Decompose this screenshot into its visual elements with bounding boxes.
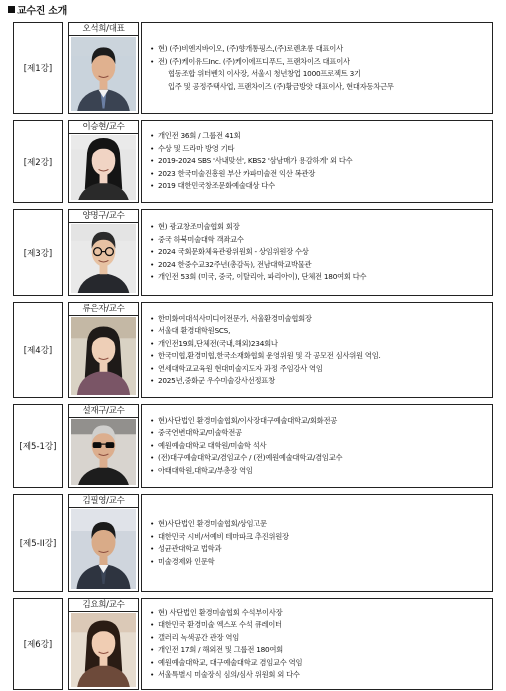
instructor-card bbox=[68, 120, 139, 203]
instructor-name: 김필영/교수 bbox=[69, 495, 138, 508]
bullet-icon: • bbox=[150, 440, 155, 450]
bio-line bbox=[150, 644, 486, 657]
bullet-icon: • bbox=[150, 607, 155, 617]
bullet-icon: • bbox=[150, 556, 155, 566]
instructor-name: 이승현/교수 bbox=[69, 121, 138, 134]
bio-line bbox=[150, 465, 486, 478]
session-label: [제4강] bbox=[13, 302, 63, 398]
bio-list bbox=[142, 43, 492, 93]
bio-list bbox=[142, 313, 492, 388]
bullet-icon: • bbox=[150, 313, 155, 323]
bullet-icon: • bbox=[150, 56, 155, 66]
bio-text: 협동조합 위터벤치 이사장, 서울시 청년창업 1000프로젝트 3기 bbox=[168, 69, 361, 78]
faculty-section bbox=[13, 404, 493, 488]
bio-list bbox=[142, 221, 492, 284]
faculty-section bbox=[13, 120, 493, 203]
bullet-icon: • bbox=[150, 156, 155, 166]
bio-text: 현) 사단법인 환경미술협회 수석부이사장 bbox=[158, 607, 283, 617]
instructor-card bbox=[68, 404, 139, 488]
bio-text: 대한민국 시비/서예비 테마파크 추진위원장 bbox=[158, 531, 289, 541]
bio-line bbox=[150, 143, 486, 156]
bio-text: 현) 광교창조미술협회 회장 bbox=[158, 222, 240, 232]
bullet-icon: • bbox=[150, 620, 155, 629]
bio-line bbox=[150, 168, 486, 181]
session-label: [제3강] bbox=[13, 209, 63, 296]
bullet-icon: • bbox=[150, 465, 155, 475]
session-label: [제6강] bbox=[13, 598, 63, 690]
instructor-card bbox=[68, 209, 139, 296]
portrait-man-sunglasses-icon bbox=[71, 419, 136, 485]
bio-text: 전) (주)케이유드Inc. (주)케이에프디푸드, 프랜차이즈 대표이사 bbox=[158, 56, 350, 66]
bio-line bbox=[150, 271, 486, 284]
bio-list bbox=[142, 415, 492, 478]
bullet-icon: • bbox=[150, 415, 155, 425]
bio-text: 예원예술대학교 대학원/미술학 석사 bbox=[158, 440, 267, 450]
bio-text: 2019-2024 SBS '사내맞선', KBS2 '삼남매가 용감하게' 외 다수 bbox=[158, 156, 353, 166]
bio-text: 한국미협,환경미협,한국소재화협회 운영위원 및 각 공모전 심사위원 역임. bbox=[158, 351, 381, 360]
bullet-icon: • bbox=[150, 181, 155, 191]
bio-text: 대한민국 환경미술 엑스포 수석 큐레이터 bbox=[158, 620, 282, 629]
instructor-name: 오석희/대표 bbox=[69, 23, 138, 36]
bullet-icon: • bbox=[150, 44, 155, 53]
bio-text: 서울특별시 미술장식 심의/심사 위원회 외 다수 bbox=[158, 670, 300, 679]
bio-list bbox=[142, 607, 492, 682]
session-label: [제1강] bbox=[13, 22, 63, 114]
instructor-bio bbox=[141, 494, 493, 592]
faculty-section bbox=[13, 22, 493, 114]
bio-line bbox=[150, 43, 486, 56]
bio-text: 예원예술대학교, 대구예술대학교 겸임교수 역임 bbox=[158, 657, 303, 667]
instructor-name: 김요희/교수 bbox=[69, 599, 138, 612]
bio-line bbox=[150, 130, 486, 143]
bio-line bbox=[150, 543, 486, 556]
bio-text: 아태대학원,대학교/부총장 역임 bbox=[158, 465, 253, 475]
session-label: [제5-1강] bbox=[13, 404, 63, 488]
bio-text: 미술경제와 인문학 bbox=[158, 556, 215, 566]
session-label: [제5-II강] bbox=[13, 494, 63, 592]
portrait-man-suit-icon bbox=[71, 37, 136, 111]
bullet-icon: • bbox=[150, 326, 155, 335]
bio-line bbox=[150, 556, 486, 569]
bio-text: 중국연변대학교/미술학전공 bbox=[158, 428, 242, 438]
portrait-woman-dark-hair-icon bbox=[71, 135, 136, 200]
bio-line bbox=[150, 221, 486, 234]
portrait-man-tie-icon bbox=[71, 509, 136, 589]
bio-text: 개인전19회,단체전(국내,해외)234회나 bbox=[158, 338, 278, 348]
faculty-section bbox=[13, 598, 493, 690]
instructor-bio bbox=[141, 598, 493, 690]
bio-line bbox=[150, 246, 486, 259]
bullet-icon: • bbox=[150, 131, 155, 141]
bio-text: 현) (주)비엔지바이오, (주)향개통핑스,(주)로렌초롱 대표이사 bbox=[158, 44, 343, 53]
bullet-icon: • bbox=[150, 453, 155, 463]
faculty-section bbox=[13, 209, 493, 296]
bullet-icon: • bbox=[150, 222, 155, 232]
bullet-icon: • bbox=[150, 338, 155, 348]
bullet-icon: • bbox=[150, 531, 155, 541]
bio-text: 2019 대한민국창조문화예술대상 다수 bbox=[158, 181, 275, 191]
bio-line bbox=[150, 619, 486, 632]
bullet-icon: • bbox=[150, 544, 155, 553]
bio-text: (전)대구예술대학교/겸임교수 / (전)예원예술대학교/겸임교수 bbox=[158, 453, 343, 463]
instructor-name: 설재구/교수 bbox=[69, 405, 138, 418]
bio-line bbox=[150, 338, 486, 351]
bio-text: 현)사단법인 환경미술협회/상임고문 bbox=[158, 519, 267, 528]
bullet-icon: • bbox=[150, 247, 155, 257]
bio-text: 서울대 환경대학원SCS, bbox=[158, 326, 231, 335]
bio-line bbox=[150, 155, 486, 168]
bio-text: 현)사단법인 환경미술협회/이사장대구예술대학교/회화전공 bbox=[158, 415, 338, 425]
bullet-icon: • bbox=[150, 670, 155, 679]
bio-line bbox=[150, 632, 486, 645]
bio-text: 개인전 53회 (미국, 중국, 이탈리아, 파리아이), 단체전 180여회 다수 bbox=[158, 272, 367, 282]
faculty-section bbox=[13, 494, 493, 592]
bio-line bbox=[150, 81, 486, 94]
bio-text: 2025년,중화군 우수미술강사선정표창 bbox=[158, 376, 275, 385]
bio-text: 2023 한국미술진흥원 부산 카파미술전 익산 복관장 bbox=[158, 168, 316, 178]
instructor-bio bbox=[141, 22, 493, 114]
bio-line bbox=[150, 531, 486, 544]
portrait-man-glasses-icon bbox=[71, 224, 136, 293]
bio-text: 수상 및 드라마 방영 기타 bbox=[158, 143, 235, 153]
portrait-woman-smiling-icon bbox=[71, 613, 136, 687]
session-label: [제2강] bbox=[13, 120, 63, 203]
bullet-icon: • bbox=[150, 234, 155, 244]
bio-line bbox=[150, 56, 486, 69]
bio-line bbox=[150, 325, 486, 338]
bio-line bbox=[150, 657, 486, 670]
portrait-woman-painting-icon bbox=[71, 317, 136, 395]
bullet-icon: • bbox=[150, 376, 155, 385]
bullet-icon: • bbox=[150, 168, 155, 178]
bio-text: 성균관대학교 법학과 bbox=[158, 544, 222, 553]
bio-text: 개인전 36회 / 그룹전 41회 bbox=[158, 131, 241, 141]
bio-list bbox=[142, 518, 492, 568]
bio-text: 2024 국회문화체육관광위원회 - 상임위원장 수상 bbox=[158, 247, 309, 257]
bullet-icon: • bbox=[150, 259, 155, 269]
bio-text: 중국 하북미술대학 객좌교수 bbox=[158, 234, 244, 244]
bio-text: 갤러리 녹색공간 관장 역임 bbox=[158, 632, 239, 642]
bio-text: 입주 및 공정주택사업, 프랜차이즈 (주)황금방앗 대표이사, 현대자동차근무 bbox=[168, 81, 394, 91]
bio-line bbox=[150, 669, 486, 682]
instructor-bio bbox=[141, 302, 493, 398]
bio-line bbox=[150, 234, 486, 247]
instructor-bio bbox=[141, 120, 493, 203]
bullet-icon: • bbox=[150, 351, 155, 360]
bullet-icon: • bbox=[150, 428, 155, 438]
page-title-text: 교수진 소개 bbox=[17, 5, 67, 17]
instructor-name: 류은자/교수 bbox=[69, 303, 138, 316]
bullet-icon: • bbox=[150, 657, 155, 667]
bio-line bbox=[150, 375, 486, 388]
instructor-bio bbox=[141, 209, 493, 296]
instructor-name: 양명구/교수 bbox=[69, 210, 138, 223]
bio-line bbox=[150, 180, 486, 193]
bullet-icon: • bbox=[150, 519, 155, 528]
bullet-icon: • bbox=[150, 143, 155, 153]
instructor-card bbox=[68, 494, 139, 592]
bio-line bbox=[150, 452, 486, 465]
bio-text: 연세대학교교육원 현대미술지도자 과정 주임강사 역임 bbox=[158, 363, 323, 373]
page-title bbox=[8, 2, 67, 16]
bio-text: 2024 한중수교32주년(총감독), 전남대학교박물관 bbox=[158, 259, 312, 269]
instructor-card bbox=[68, 22, 139, 114]
bio-line bbox=[150, 68, 486, 81]
bio-line bbox=[150, 427, 486, 440]
bio-text: 한미화여대석사미디어전문가, 서울환경미술협회장 bbox=[158, 313, 312, 323]
faculty-section bbox=[13, 302, 493, 398]
bullet-icon: • bbox=[150, 645, 155, 654]
bio-line bbox=[150, 440, 486, 453]
bullet-icon: • bbox=[150, 632, 155, 642]
bio-line bbox=[150, 518, 486, 531]
bio-list bbox=[142, 130, 492, 193]
bio-text: 개인전 17회 / 해외전 및 그룹전 180여회 bbox=[158, 645, 283, 654]
square-bullet-icon bbox=[8, 6, 15, 13]
bullet-icon: • bbox=[150, 363, 155, 373]
instructor-card bbox=[68, 598, 139, 690]
bio-line bbox=[150, 415, 486, 428]
bio-line bbox=[150, 350, 486, 363]
bio-line bbox=[150, 259, 486, 272]
bio-line bbox=[150, 607, 486, 620]
bio-line bbox=[150, 363, 486, 376]
instructor-card bbox=[68, 302, 139, 398]
instructor-bio bbox=[141, 404, 493, 488]
bullet-icon: • bbox=[150, 272, 155, 282]
bio-line bbox=[150, 313, 486, 326]
